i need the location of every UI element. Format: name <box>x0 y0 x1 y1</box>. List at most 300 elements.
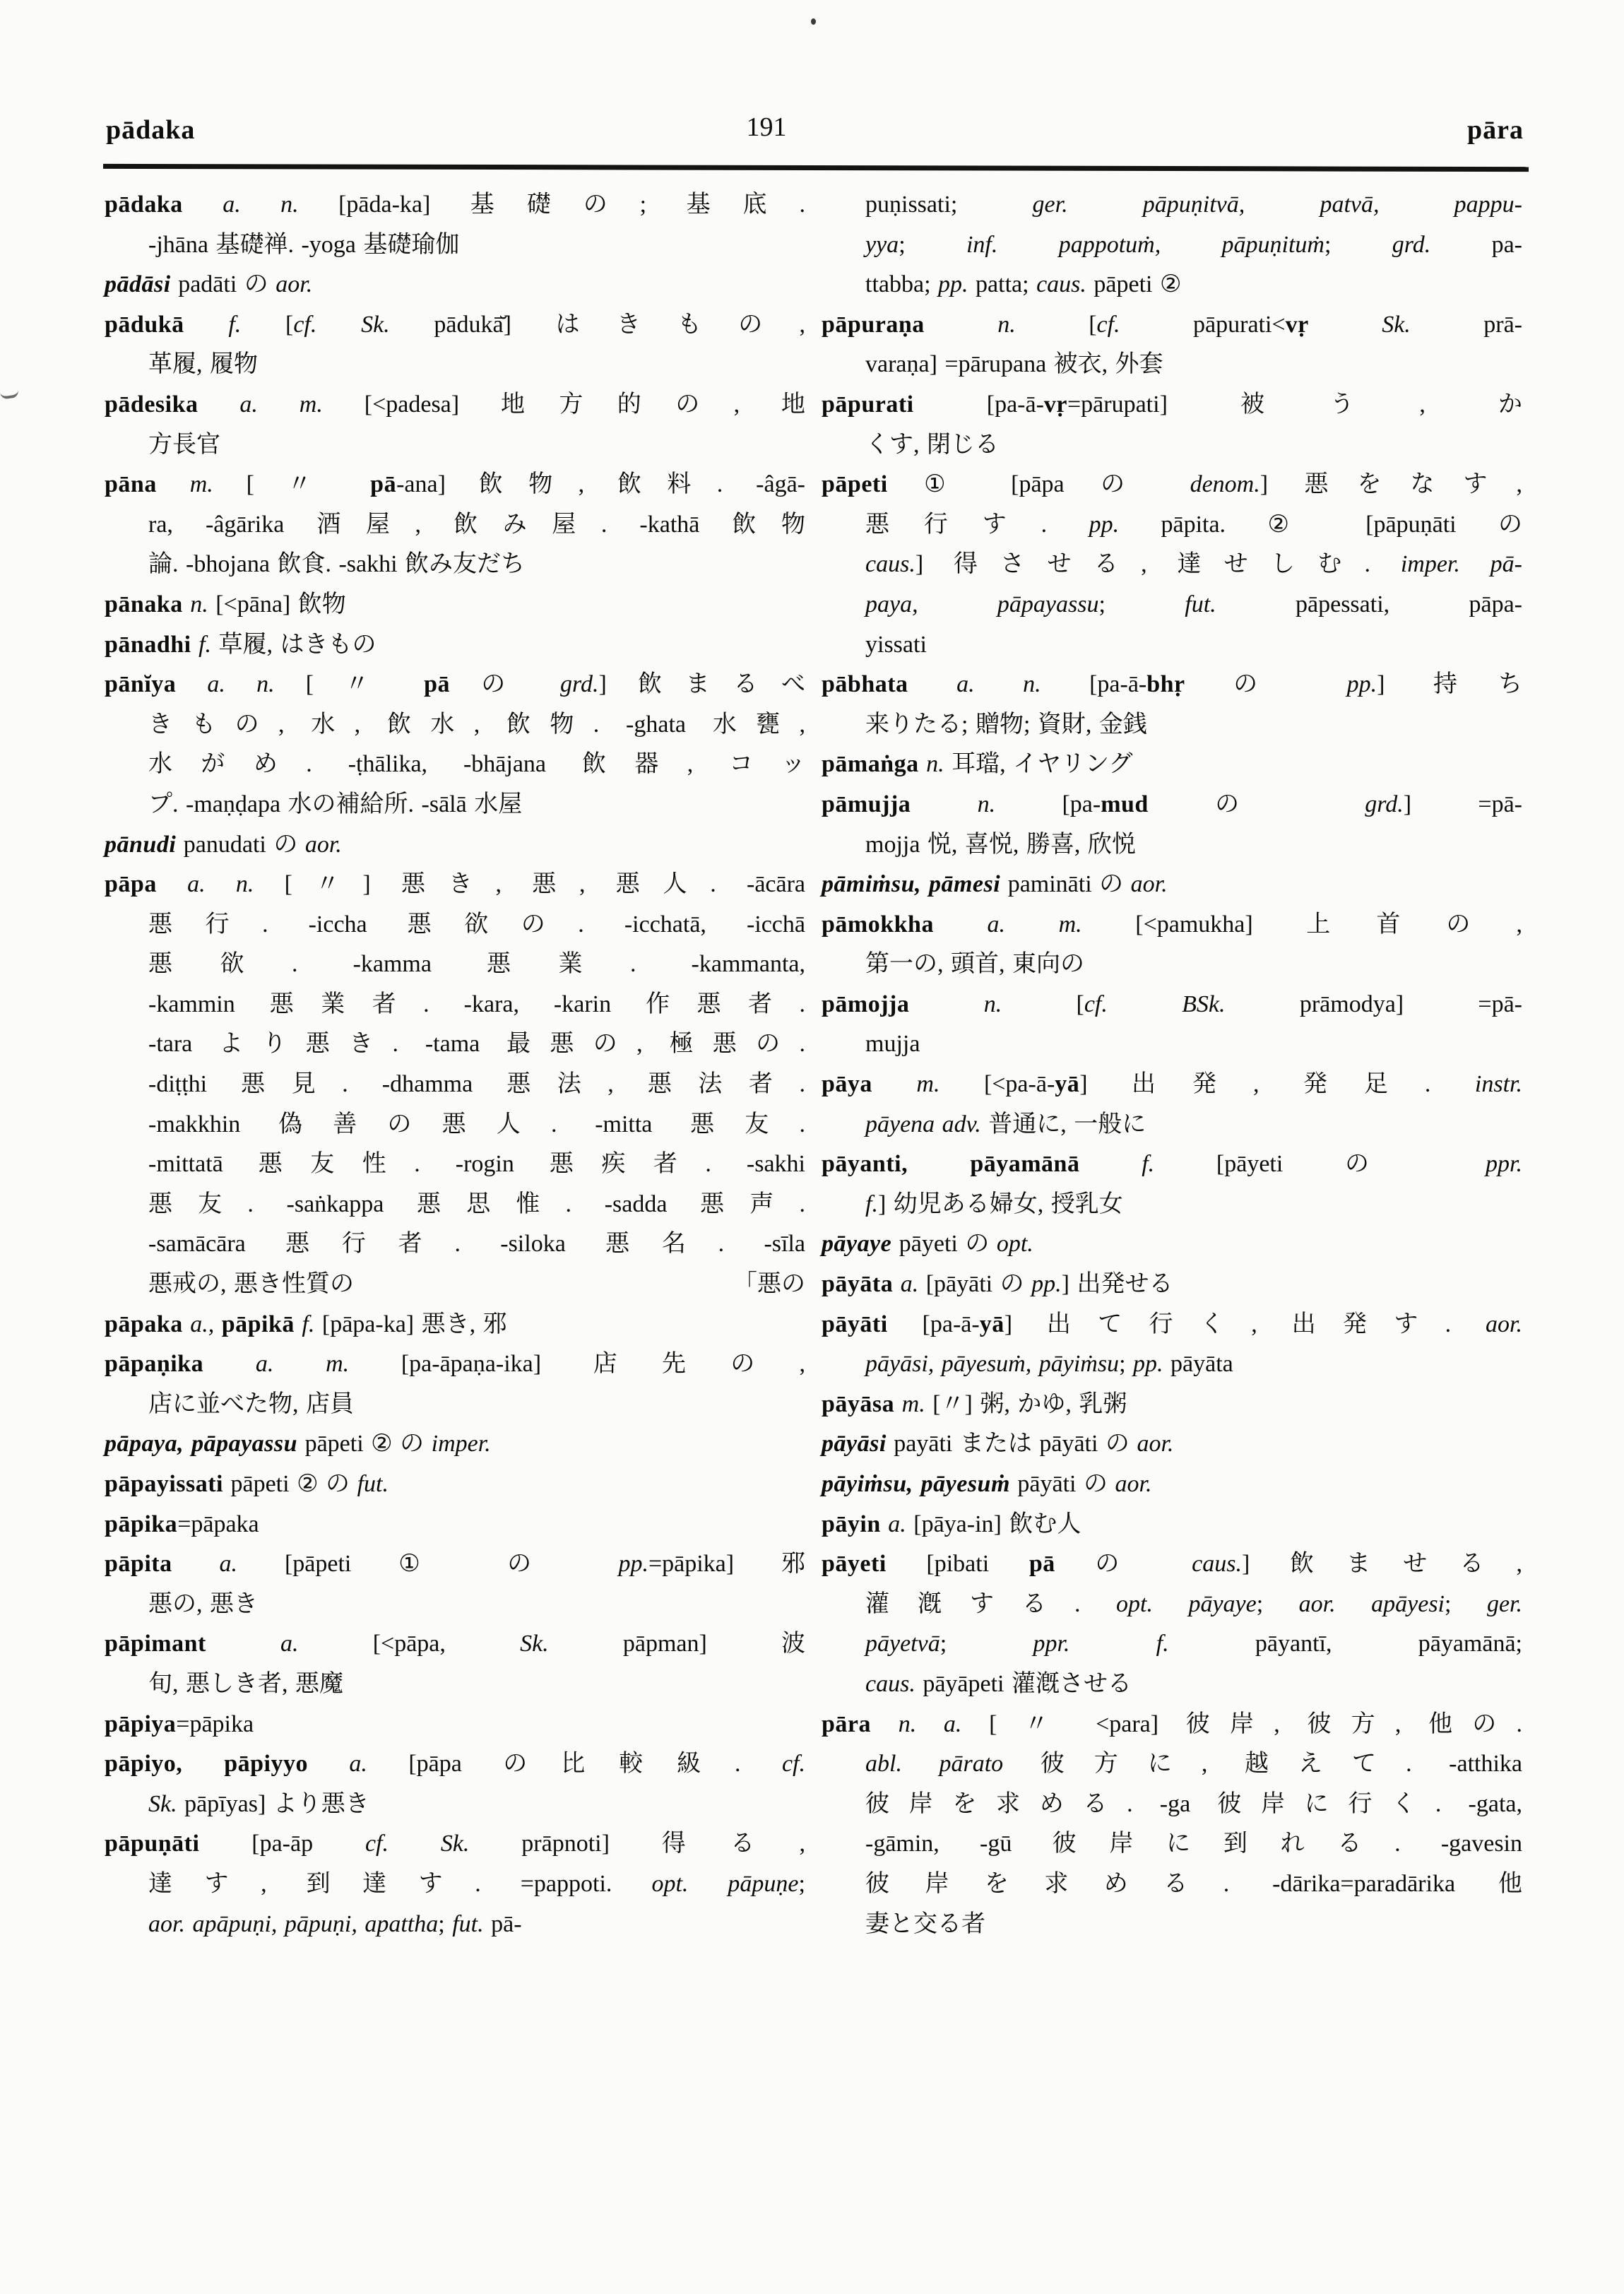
text-segment: 妻と交る者 <box>865 1910 985 1937</box>
text-segment: prāmodya] =pā- <box>1299 991 1522 1017</box>
entry-line <box>822 545 1522 585</box>
headword: pāyeti <box>822 1551 887 1578</box>
entry-line <box>105 1864 805 1905</box>
text-segment: Sk. <box>1382 311 1484 338</box>
text-segment: ] 出発, 発足. <box>1079 1071 1475 1098</box>
entry-line <box>822 1185 1522 1225</box>
text-segment: pp. <box>1089 511 1161 538</box>
text-segment: opt. pāpuṇe <box>651 1870 799 1897</box>
text-segment: pp. <box>1031 1271 1062 1298</box>
text-segment: pp. <box>618 1551 648 1578</box>
entry-line <box>105 1185 805 1225</box>
text-segment: 灌漑する. <box>865 1590 1116 1617</box>
headword: vṛ <box>1043 391 1067 418</box>
entry-line <box>105 905 805 945</box>
text-segment: の <box>450 671 561 698</box>
headword: pāpa <box>105 871 157 898</box>
headword: pāyaye <box>822 1231 892 1258</box>
text-segment: pāyāsi, pāyesuṁ, pāyiṁsu <box>865 1351 1120 1378</box>
text-segment: ] =pā- <box>1403 791 1522 817</box>
left-column <box>105 185 805 1944</box>
entry-line <box>822 705 1522 745</box>
entry-line <box>105 585 805 625</box>
entry-line <box>105 1145 805 1185</box>
text-segment: 彼岸を求める. -dārika=paradārika 他 <box>865 1870 1522 1897</box>
text-segment: a. <box>880 1510 914 1537</box>
headword: pāyāsi <box>822 1431 887 1458</box>
text-segment: [〃] 悪き, 悪, 悪人. -ācāra <box>284 871 806 898</box>
headword: pāya <box>822 1071 872 1098</box>
headword: pāpaka <box>105 1311 183 1337</box>
text-segment: a. <box>172 1551 285 1578</box>
text-segment: pāpman] 波 <box>622 1631 805 1657</box>
headword: pābhata <box>822 671 908 698</box>
text-segment: ttabba; <box>865 271 939 298</box>
text-segment: きもの, 水, 飲水, 飲物. -ghata 水甕, <box>148 711 805 738</box>
text-segment: ; <box>1324 231 1392 258</box>
entry-line <box>105 1744 805 1785</box>
text-segment: Sk. <box>520 1631 623 1657</box>
entry-line <box>105 785 805 825</box>
text-segment: ] 出発せる <box>1061 1271 1173 1298</box>
text-segment: [〃] 粥, かゆ, 乳粥 <box>932 1390 1127 1417</box>
print-artifact <box>811 18 816 25</box>
text-segment: opt. pāyaye <box>1116 1590 1257 1617</box>
text-segment: pp. <box>1346 671 1377 698</box>
text-segment: pāpurati< <box>1193 311 1286 338</box>
text-segment: pāyena adv. <box>865 1111 989 1137</box>
entry-line <box>822 1585 1522 1625</box>
text-segment: の <box>1055 1551 1192 1578</box>
dictionary-entry <box>105 1305 805 1345</box>
entry-line <box>105 305 805 345</box>
entry-line <box>822 1544 1522 1585</box>
text-segment: f. <box>294 1311 322 1337</box>
text-segment: 達す, 到達す. =pappoti. <box>148 1870 652 1897</box>
entry-line <box>822 945 1522 985</box>
text-segment: くす, 閉じる <box>865 431 999 458</box>
entry-line <box>822 625 1522 666</box>
text-segment: mujja <box>865 1031 920 1058</box>
text-segment: m. <box>156 471 247 498</box>
text-segment: abl. pārato <box>865 1751 1041 1778</box>
text-segment: pāpita. ② [pāpuṇāti の <box>1161 511 1523 538</box>
dictionary-entry <box>105 1744 805 1824</box>
text-segment: 悪友. -saṅkappa 悪思惟. -sadda 悪声. <box>148 1190 805 1217</box>
text-segment: [pāpeti ① の <box>284 1551 619 1578</box>
entry-line <box>822 905 1522 945</box>
text-segment: の <box>1185 671 1347 698</box>
text-segment: =pāpika <box>176 1710 254 1737</box>
entry-line <box>105 745 805 785</box>
text-segment: paya, pāpayassu <box>865 591 1099 617</box>
print-artifact <box>0 384 19 399</box>
headword: pāpayissati <box>105 1471 223 1497</box>
dictionary-entry <box>105 1544 805 1624</box>
text-segment: pa- <box>1491 231 1522 258</box>
text-segment: a., <box>182 1311 222 1337</box>
entry-line <box>822 1624 1522 1665</box>
text-segment: [pāyeti の <box>1216 1151 1486 1178</box>
entry-line <box>822 1385 1522 1425</box>
text-segment: aor. <box>1137 1431 1174 1458</box>
entry-line <box>105 1785 805 1825</box>
headword: pādesika <box>105 391 198 418</box>
text-segment: pāpeti ② の <box>223 1471 357 1497</box>
headword: pāpaṇika <box>105 1351 204 1378</box>
dictionary-entry <box>105 1465 805 1505</box>
text-segment: ] 悪をなす, <box>1260 471 1523 498</box>
headword: pāpika <box>105 1510 178 1537</box>
entry-line <box>822 585 1522 625</box>
text-segment: ra, -âgārika 酒屋, 飲み屋. -kathā 飲物 <box>148 511 805 538</box>
entry-line <box>105 345 805 385</box>
text-segment: puṇissati; <box>865 191 1033 218</box>
text-segment: a. n. <box>182 191 339 218</box>
text-segment: ; <box>899 231 966 258</box>
text-segment: 彼岸を求める. -ga 彼岸に行く. -gata, <box>865 1790 1522 1817</box>
text-segment: prā- <box>1483 311 1523 338</box>
entry-line <box>105 825 805 865</box>
headword: pānaka <box>105 591 183 617</box>
text-segment: [pāpa-ka] 悪き, 邪 <box>321 1311 507 1337</box>
dictionary-entry <box>822 865 1522 905</box>
text-segment: opt. <box>996 1231 1033 1258</box>
entry-line <box>822 1344 1522 1385</box>
entry-line <box>105 265 805 305</box>
entry-line <box>822 465 1522 505</box>
text-segment: n. a. <box>871 1710 990 1737</box>
entry-line <box>822 1864 1522 1905</box>
text-segment: varaṇa] =pārupana 被衣, 外套 <box>865 351 1163 378</box>
text-segment: a. m. <box>933 911 1136 938</box>
text-segment: ger. <box>1486 1590 1523 1617</box>
entry-line <box>822 1424 1522 1465</box>
text-segment: [pa-āp <box>199 1831 365 1857</box>
dictionary-entry <box>105 585 805 625</box>
entry-line <box>822 1705 1522 1745</box>
text-segment: -gāmin, -gū 彼岸に到れる. -gavesin <box>865 1831 1522 1857</box>
entry-line <box>822 865 1522 905</box>
dictionary-entry <box>105 1344 805 1424</box>
headword: bhṛ <box>1146 671 1185 698</box>
dictionary-entry <box>822 745 1522 785</box>
entry-line <box>822 1065 1522 1105</box>
entry-line <box>105 425 805 466</box>
text-segment: pp. <box>1133 1351 1171 1378</box>
text-segment: pp. <box>938 271 976 298</box>
right-column <box>822 185 1522 1944</box>
text-segment: fut. <box>1185 591 1296 617</box>
entry-line <box>105 625 805 666</box>
text-segment: 店に並べた物, 店員 <box>148 1390 354 1417</box>
headword: pāpaya, pāpayassu <box>105 1431 298 1458</box>
entry-line <box>105 1705 805 1745</box>
text-segment: padāti の <box>170 271 276 298</box>
text-segment: cf. <box>781 1751 805 1778</box>
entry-line <box>822 1265 1522 1305</box>
dictionary-entry <box>105 1705 805 1745</box>
headword: pānadhi <box>105 631 191 658</box>
text-segment: a. m. <box>198 391 364 418</box>
text-segment: [pa-ā- <box>887 1311 980 1337</box>
entry-line <box>105 1265 805 1305</box>
headword: pāpeti <box>822 471 888 498</box>
text-segment: [pāya-in] 飲む人 <box>913 1510 1081 1537</box>
text-segment: pamināti の <box>1000 871 1131 898</box>
dictionary-entry <box>105 185 805 265</box>
headword: pāyin <box>822 1510 881 1537</box>
entry-line <box>105 1505 805 1545</box>
running-head-last-word: pāra <box>1467 115 1524 145</box>
text-segment: cf. BSk. <box>1084 991 1300 1017</box>
entry-line <box>822 1105 1522 1145</box>
page-number: 191 <box>746 112 787 142</box>
entry-line <box>822 1465 1522 1505</box>
headword: pāpuṇāti <box>105 1831 200 1857</box>
text-segment: =pārupati] 被う, か <box>1067 391 1522 418</box>
text-segment: mojja 悦, 喜悦, 勝喜, 欣悦 <box>865 831 1136 858</box>
text-segment: f. <box>191 631 219 658</box>
text-segment: a. n. <box>176 671 306 698</box>
entry-line <box>822 745 1522 785</box>
headword: pādukā <box>105 311 184 338</box>
text-segment: caus. <box>1036 271 1094 298</box>
text-segment: a. <box>893 1271 926 1298</box>
text-segment: [ 〃 <box>246 471 371 498</box>
text-segment: -kammin 悪業者. -kara, -karin 作悪者. <box>148 991 805 1017</box>
entry-line <box>822 665 1522 705</box>
dictionary-entry <box>105 825 805 865</box>
entry-line <box>822 1665 1522 1705</box>
entry-line <box>105 1344 805 1385</box>
entry-line <box>105 185 805 225</box>
entry-line <box>105 1065 805 1105</box>
text-segment: pāyāti の <box>1009 1471 1115 1497</box>
dictionary-entry <box>822 905 1522 985</box>
text-segment: aor. <box>304 831 342 858</box>
entry-line <box>105 1905 805 1945</box>
entry-line <box>105 1024 805 1065</box>
text-segment: [ 〃 <box>305 671 425 698</box>
text-segment: 悪の, 悪き <box>148 1590 258 1617</box>
entry-line <box>822 825 1522 865</box>
dictionary-entry <box>105 385 805 465</box>
text-segment: cf. Sk. <box>364 1831 522 1857</box>
dictionary-entry <box>105 265 805 305</box>
entry-line <box>822 185 1522 225</box>
headword: pāra <box>822 1710 871 1737</box>
text-segment: ; <box>1445 1590 1487 1617</box>
entry-line <box>822 1905 1522 1945</box>
text-segment: ; <box>438 1910 453 1937</box>
dictionary-entry <box>105 625 805 666</box>
dictionary-entry <box>105 1505 805 1545</box>
text-segment: [pa-ā- <box>1089 671 1147 698</box>
entry-line <box>105 1624 805 1665</box>
dictionary-entry <box>822 1065 1522 1145</box>
text-segment: inf. pappotuṁ, pāpuṇituṁ <box>966 231 1324 258</box>
entry-line <box>822 1824 1522 1864</box>
text-segment: n. <box>911 791 1062 817</box>
entry-line <box>822 1224 1522 1265</box>
entry-line <box>822 385 1522 425</box>
entry-line <box>105 865 805 905</box>
text-segment: n. <box>182 591 216 617</box>
dictionary-entry <box>822 1544 1522 1704</box>
headword: vṛ <box>1285 311 1309 338</box>
text-segment: aor. <box>275 271 313 298</box>
text-segment: imper. pā- <box>1400 551 1522 578</box>
text-segment: 論. -bhojana 飲食. -sakhi 飲み友だち <box>148 551 526 578</box>
entry-line <box>822 225 1522 266</box>
headword: pāpiyo, pāpiyyo <box>105 1751 308 1778</box>
headword: pāyāti <box>822 1311 888 1337</box>
text-segment: [ 〃 <para] 彼岸, 彼方, 他の. <box>989 1710 1523 1737</box>
text-segment: grd. <box>1365 791 1404 817</box>
text-segment: ] 幼児ある婦女, 授乳女 <box>877 1190 1123 1217</box>
headword: pāyāta <box>822 1271 894 1298</box>
text-segment: -mittatā 悪友性. -rogin 悪疾者. -sakhi <box>148 1151 805 1178</box>
text-segment: ① [pāpa の <box>887 471 1190 498</box>
dictionary-entry <box>105 1424 805 1465</box>
headword: pā <box>424 671 451 698</box>
text-segment: a. <box>206 1631 373 1657</box>
text-segment: 旬, 悪しき者, 悪魔 <box>148 1670 343 1697</box>
text-segment: 悪欲. -kamma 悪業. -kammanta, <box>148 951 805 978</box>
headword: pāpiya <box>105 1710 177 1737</box>
text-segment: a. n. <box>908 671 1090 698</box>
entry-line <box>105 545 805 585</box>
text-segment: n. <box>918 751 952 778</box>
text-segment: [<padesa] 地方的の, 地 <box>364 391 805 418</box>
text-segment: denom. <box>1190 471 1260 498</box>
text-segment: fut. <box>357 1471 389 1497</box>
text-segment: f. <box>865 1190 878 1217</box>
text-segment: ger. pāpuṇitvā, patvā, pappu- <box>1032 191 1522 218</box>
headword: pā <box>1029 1551 1055 1578</box>
dictionary-entry <box>822 305 1522 385</box>
text-segment: ; <box>798 1870 805 1897</box>
header-rule <box>103 164 1529 172</box>
dictionary-entry <box>822 985 1522 1065</box>
text-segment: payāti または pāyāti の <box>886 1431 1137 1458</box>
dictionary-entry <box>822 785 1522 865</box>
text-segment: [ <box>285 311 294 338</box>
text-segment: pā- <box>491 1910 522 1937</box>
entry-line <box>105 665 805 705</box>
text-segment: f. <box>1079 1151 1216 1178</box>
text-segment: aor. <box>1486 1311 1522 1337</box>
text-segment: f. <box>184 311 286 338</box>
text-segment: grd. <box>560 671 599 698</box>
entry-line <box>822 1145 1522 1185</box>
text-segment: -makkhin 偽善の悪人. -mitta 悪友. <box>148 1111 805 1137</box>
text-segment: pādukā̆] はきもの, <box>434 311 805 338</box>
headword: pānudi <box>105 831 177 858</box>
headword: yā <box>979 1311 1004 1337</box>
entry-line <box>822 305 1522 345</box>
text-segment: m. <box>872 1071 984 1098</box>
dictionary-entry <box>105 305 805 385</box>
entry-line <box>105 465 805 505</box>
text-segment: ] 飲ませる, <box>1241 1551 1522 1578</box>
text-segment: [<pamukha] 上首の, <box>1135 911 1522 938</box>
text-segment: a. <box>307 1751 409 1778</box>
entry-line <box>822 425 1522 466</box>
dictionary-entry <box>822 1465 1522 1505</box>
entry-line <box>105 1824 805 1864</box>
headword: pāmaṅga <box>822 751 919 778</box>
text-segment: 悪行. -iccha 悪欲の. -icchatā, -icchā <box>148 911 805 938</box>
entry-line <box>822 505 1522 545</box>
text-segment: 第一の, 頭首, 東向の <box>865 951 1084 978</box>
text-segment: yya <box>865 231 899 258</box>
entry-line <box>822 345 1522 385</box>
text-segment: aor. apāyesi <box>1298 1590 1445 1617</box>
text-segment: 悪行す. <box>865 511 1089 538</box>
entry-line <box>822 1505 1522 1545</box>
text-segment: m. <box>894 1390 933 1417</box>
text-segment: 耳璫, イヤリング <box>952 751 1133 778</box>
text-segment: pāpessati, pāpa- <box>1296 591 1522 617</box>
text-segment: [ <box>1089 311 1097 338</box>
text-segment: 普通に, 一般に <box>988 1111 1146 1137</box>
text-segment: 革履, 履物 <box>148 351 258 378</box>
headword: pāpurati <box>822 391 914 418</box>
entry-line <box>105 1385 805 1425</box>
text-segment: pāpeti ② <box>1093 271 1182 298</box>
text-segment: pāyetvā <box>865 1631 940 1657</box>
text-segment: caus. <box>865 551 915 578</box>
entry-line <box>105 1544 805 1585</box>
dictionary-entry <box>822 1705 1522 1945</box>
text-segment: grd. <box>1392 231 1492 258</box>
text-segment: [pāda-ka] 基礎の; 基底. <box>338 191 805 218</box>
text-segment: -tara より悪き. -tama 最悪の, 極悪の. <box>148 1031 805 1058</box>
headword: pāyāsa <box>822 1390 895 1417</box>
dictionary-entry <box>822 665 1522 745</box>
text-segment: ] 出て行く, 出発す. <box>1004 1311 1486 1337</box>
headword: yā <box>1055 1071 1080 1098</box>
text-segment: cf. Sk. <box>293 311 434 338</box>
text-segment: [pāyāti の <box>925 1271 1032 1298</box>
text-segment: [pa-āpaṇa-ika] 店先の, <box>401 1351 805 1378</box>
text-segment: ; <box>1119 1351 1134 1378</box>
headword: mud <box>1101 791 1149 817</box>
text-segment: [pa- <box>1062 791 1101 817</box>
headword: pānĭya <box>105 671 177 698</box>
headword: pāpuraṇa <box>822 311 925 338</box>
dictionary-entry <box>105 1824 805 1944</box>
entry-line <box>105 945 805 985</box>
dictionary-entry <box>105 1624 805 1704</box>
text-segment: ] 持ち <box>1377 671 1523 698</box>
headword: pādāsi <box>105 271 171 298</box>
text-segment: caus. <box>865 1670 923 1697</box>
text-segment: ppr. <box>1486 1151 1522 1178</box>
text-segment: Sk. <box>148 1790 185 1817</box>
dictionary-entry <box>822 1505 1522 1545</box>
entry-continuation <box>822 185 1522 305</box>
text-segment: pāyeti の <box>891 1231 997 1258</box>
headword: pāyanti, pāyamānā <box>822 1151 1080 1178</box>
headword: pā <box>370 471 397 498</box>
text-segment: プ. -maṇḍapa 水の補給所. -sālā 水屋 <box>148 791 523 817</box>
text-segment: =pāpika] 邪 <box>648 1551 806 1578</box>
text-segment: の <box>1148 791 1365 817</box>
text-segment: patta; <box>976 271 1037 298</box>
